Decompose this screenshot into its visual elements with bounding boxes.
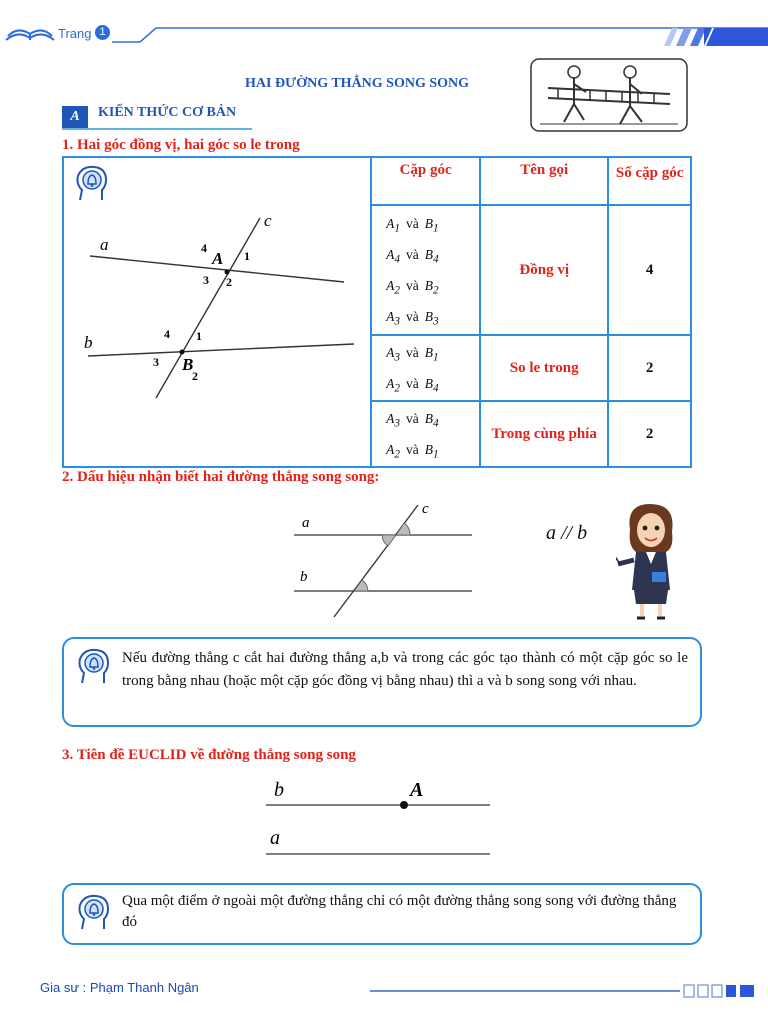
label-b4: 4 bbox=[164, 327, 170, 341]
table-header-count: Số cặp góc bbox=[608, 157, 691, 205]
header-stripes bbox=[664, 28, 768, 46]
label-c: c bbox=[422, 501, 429, 517]
head-bell-icon bbox=[74, 893, 114, 933]
section1-heading: 1. Hai góc đồng vị, hai góc so le trong bbox=[62, 137, 300, 153]
label-a: a bbox=[100, 235, 109, 254]
pair-count: 4 bbox=[608, 205, 691, 335]
criterion-text: Nếu đường thẳng c cắt hai đường thẳng a,b và trong các góc tạo thành có một cặp góc so le trong bằng nhau (hoặc một cặp góc đồng vị bằng nhau) thì a và b song song với nhau. bbox=[122, 650, 688, 689]
figure-cell bbox=[63, 157, 371, 467]
section3-heading: 3. Tiên đề EUCLID về đường thẳng song song bbox=[62, 747, 356, 763]
pairs-cell bbox=[371, 335, 480, 401]
table-header-name: Tên gọi bbox=[480, 157, 608, 205]
label-a: a bbox=[302, 515, 310, 531]
pairs-cell bbox=[371, 205, 480, 335]
table-header-pair: Cặp góc bbox=[371, 157, 480, 205]
angle-pair: $A_3$ và $B_4$ bbox=[386, 411, 439, 430]
label-b: b bbox=[84, 333, 93, 352]
section-underline bbox=[62, 128, 252, 130]
criterion-box bbox=[62, 637, 702, 727]
euclid-figure bbox=[262, 775, 494, 860]
transversal-figure bbox=[64, 198, 377, 458]
angle-name: Đồng vị bbox=[480, 205, 608, 335]
angle-pair: $A_3$ và $B_1$ bbox=[386, 345, 439, 364]
pair-count: 2 bbox=[608, 335, 691, 401]
angle-pair: $A_1$ và $B_1$ bbox=[386, 216, 439, 235]
label-a: a bbox=[270, 827, 280, 849]
label-point-A: A bbox=[410, 779, 424, 801]
euclid-text: Qua một điểm ở ngoài một đường thẳng chỉ có một đường thẳng song song với đường thẳng đó bbox=[122, 893, 677, 930]
section-label: KIẾN THỨC CƠ BẢN bbox=[98, 105, 237, 120]
angle-pair: $A_2$ và $B_4$ bbox=[386, 376, 439, 395]
parallel-notation: a // b bbox=[546, 522, 588, 544]
head-bell-icon bbox=[74, 647, 114, 687]
angle-pair: $A_2$ và $B_2$ bbox=[386, 278, 439, 297]
angle-name: Trong cùng phía bbox=[480, 401, 608, 467]
angle-pair: $A_3$ và $B_3$ bbox=[386, 309, 439, 328]
teacher-image bbox=[616, 500, 686, 620]
angle-table bbox=[62, 156, 692, 468]
page-label: Trang bbox=[58, 26, 92, 41]
label-a3: 3 bbox=[203, 273, 209, 287]
page-title: HAI ĐƯỜNG THẲNG SONG SONG bbox=[245, 76, 470, 91]
footer-blocks bbox=[680, 982, 760, 1000]
footer-author: Gia sư : Phạm Thanh Ngân bbox=[40, 980, 199, 995]
pair-count: 2 bbox=[608, 401, 691, 467]
people-carrying-ladder-image bbox=[530, 58, 688, 132]
angle-pair: $A_4$ và $B_4$ bbox=[386, 247, 439, 266]
angle-pair: $A_2$ và $B_1$ bbox=[386, 442, 439, 461]
angle-name: So le trong bbox=[480, 335, 608, 401]
pairs-cell bbox=[371, 401, 480, 467]
page-number: 1 bbox=[95, 25, 110, 40]
label-b: b bbox=[300, 569, 308, 585]
label-a4: 4 bbox=[201, 241, 207, 255]
label-a1: 1 bbox=[244, 249, 250, 263]
label-point-B: B bbox=[182, 355, 194, 374]
euclid-box bbox=[62, 883, 702, 945]
footer-line bbox=[370, 990, 680, 992]
label-b2: 2 bbox=[192, 369, 198, 383]
label-b1: 1 bbox=[196, 329, 202, 343]
label-a2: 2 bbox=[226, 275, 232, 289]
header-divider bbox=[0, 26, 768, 46]
section-badge: A bbox=[62, 106, 88, 128]
section2-heading: 2. Dấu hiệu nhận biết hai đường thẳng song song: bbox=[62, 469, 380, 485]
label-c: c bbox=[264, 211, 272, 230]
label-b: b bbox=[274, 779, 284, 801]
parallel-criterion-figure bbox=[290, 495, 480, 620]
header bbox=[0, 0, 768, 50]
label-point-A: A bbox=[212, 249, 224, 268]
label-b3: 3 bbox=[153, 355, 159, 369]
